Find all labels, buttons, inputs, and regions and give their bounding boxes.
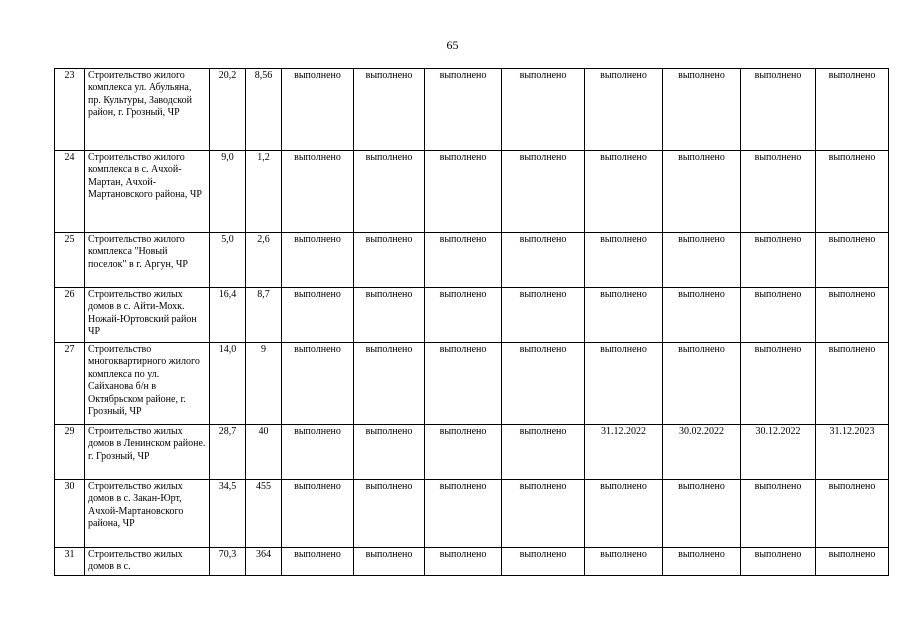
value-2-cell: 40 — [246, 425, 282, 480]
status-cell: выполнено — [502, 288, 585, 343]
object-name-cell: Строительство жилых домов в с. — [85, 548, 210, 576]
status-cell: выполнено — [816, 69, 889, 151]
value-1-cell: 9,0 — [210, 151, 246, 233]
row-number-cell: 25 — [55, 233, 85, 288]
value-1-cell: 20,2 — [210, 69, 246, 151]
status-cell: 30.02.2022 — [663, 425, 741, 480]
status-cell: выполнено — [502, 480, 585, 548]
value-2-cell: 8,56 — [246, 69, 282, 151]
status-cell: выполнено — [425, 233, 502, 288]
status-cell: выполнено — [502, 151, 585, 233]
status-cell: выполнено — [816, 151, 889, 233]
status-cell: выполнено — [741, 548, 816, 576]
value-1-cell: 28,7 — [210, 425, 246, 480]
table-row — [55, 151, 889, 233]
status-cell: выполнено — [816, 548, 889, 576]
value-2-cell: 364 — [246, 548, 282, 576]
object-name-cell: Строительство жилого комплекса "Новый поселок" в г. Аргун, ЧР — [85, 233, 210, 288]
status-cell: выполнено — [354, 69, 425, 151]
status-cell: выполнено — [425, 151, 502, 233]
value-1-cell: 14,0 — [210, 343, 246, 425]
status-cell: выполнено — [663, 343, 741, 425]
status-cell: выполнено — [425, 548, 502, 576]
table-row — [55, 288, 889, 343]
value-1-cell: 16,4 — [210, 288, 246, 343]
value-2-cell: 1,2 — [246, 151, 282, 233]
status-cell: выполнено — [354, 343, 425, 425]
status-cell: выполнено — [741, 233, 816, 288]
status-cell: выполнено — [354, 233, 425, 288]
status-cell: выполнено — [585, 548, 663, 576]
status-cell: выполнено — [741, 151, 816, 233]
status-cell: выполнено — [585, 233, 663, 288]
status-cell: выполнено — [663, 69, 741, 151]
status-cell: выполнено — [354, 480, 425, 548]
status-cell: 31.12.2022 — [585, 425, 663, 480]
status-cell: выполнено — [816, 480, 889, 548]
status-cell: выполнено — [354, 288, 425, 343]
status-cell: выполнено — [741, 69, 816, 151]
status-cell: выполнено — [502, 69, 585, 151]
status-cell: выполнено — [502, 548, 585, 576]
table-row — [55, 343, 889, 425]
value-1-cell: 5,0 — [210, 233, 246, 288]
value-1-cell: 34,5 — [210, 480, 246, 548]
status-cell: выполнено — [282, 69, 354, 151]
status-cell: выполнено — [282, 343, 354, 425]
status-cell: выполнено — [663, 233, 741, 288]
object-name-cell: Строительство жилых домов в с. Айти-Мохк. Ножай-Юртовский район ЧР — [85, 288, 210, 343]
object-name-cell: Строительство жилых домов в с. Закан-Юрт, Ачхой-Мартановского района, ЧР — [85, 480, 210, 548]
status-cell: выполнено — [502, 425, 585, 480]
status-cell: 30.12.2022 — [741, 425, 816, 480]
status-cell: выполнено — [282, 480, 354, 548]
object-name-cell: Строительство жилого комплекса ул. Абульяна, пр. Культуры, Заводской район, г. Грозный, ЧР — [85, 69, 210, 151]
status-cell: выполнено — [354, 548, 425, 576]
status-cell: выполнено — [585, 69, 663, 151]
status-cell: выполнено — [816, 288, 889, 343]
row-number-cell: 30 — [55, 480, 85, 548]
status-cell: выполнено — [585, 343, 663, 425]
value-2-cell: 9 — [246, 343, 282, 425]
status-cell: выполнено — [816, 343, 889, 425]
status-cell: выполнено — [663, 151, 741, 233]
object-name-cell: Строительство жилого комплекса в с. Ачхой-Мартан, Ачхой-Мартановского района, ЧР — [85, 151, 210, 233]
table-row — [55, 425, 889, 480]
status-cell: выполнено — [663, 480, 741, 548]
value-2-cell: 8,7 — [246, 288, 282, 343]
status-cell: выполнено — [282, 288, 354, 343]
row-number-cell: 29 — [55, 425, 85, 480]
table-row — [55, 548, 889, 576]
status-cell: выполнено — [585, 288, 663, 343]
row-number-cell: 31 — [55, 548, 85, 576]
page-number: 65 — [446, 38, 459, 52]
status-cell: выполнено — [741, 343, 816, 425]
table-row — [55, 69, 889, 151]
status-cell: выполнено — [663, 288, 741, 343]
status-cell: выполнено — [741, 480, 816, 548]
project-status-table — [54, 68, 889, 576]
status-cell: выполнено — [425, 425, 502, 480]
status-cell: выполнено — [741, 288, 816, 343]
status-cell: выполнено — [585, 480, 663, 548]
status-cell: выполнено — [354, 425, 425, 480]
row-number-cell: 24 — [55, 151, 85, 233]
status-cell: выполнено — [282, 233, 354, 288]
status-cell: выполнено — [663, 548, 741, 576]
value-2-cell: 2,6 — [246, 233, 282, 288]
status-cell: выполнено — [585, 151, 663, 233]
row-number-cell: 26 — [55, 288, 85, 343]
table-row — [55, 233, 889, 288]
object-name-cell: Строительство многоквартирного жилого комплекса по ул. Сайханова б/н в Октябрьском районе, г. Грозный, ЧР — [85, 343, 210, 425]
status-cell: выполнено — [425, 69, 502, 151]
object-name-cell: Строительство жилых домов в Ленинском районе. г. Грозный, ЧР — [85, 425, 210, 480]
status-cell: выполнено — [425, 343, 502, 425]
status-cell: выполнено — [502, 343, 585, 425]
status-cell: выполнено — [502, 233, 585, 288]
status-cell: выполнено — [282, 151, 354, 233]
value-2-cell: 455 — [246, 480, 282, 548]
table-body — [55, 69, 889, 576]
status-cell: выполнено — [425, 480, 502, 548]
status-cell: выполнено — [425, 288, 502, 343]
value-1-cell: 70,3 — [210, 548, 246, 576]
status-cell: выполнено — [282, 548, 354, 576]
status-cell: выполнено — [816, 233, 889, 288]
status-cell: выполнено — [282, 425, 354, 480]
row-number-cell: 27 — [55, 343, 85, 425]
status-cell: 31.12.2023 — [816, 425, 889, 480]
status-cell: выполнено — [354, 151, 425, 233]
table-row — [55, 480, 889, 548]
row-number-cell: 23 — [55, 69, 85, 151]
